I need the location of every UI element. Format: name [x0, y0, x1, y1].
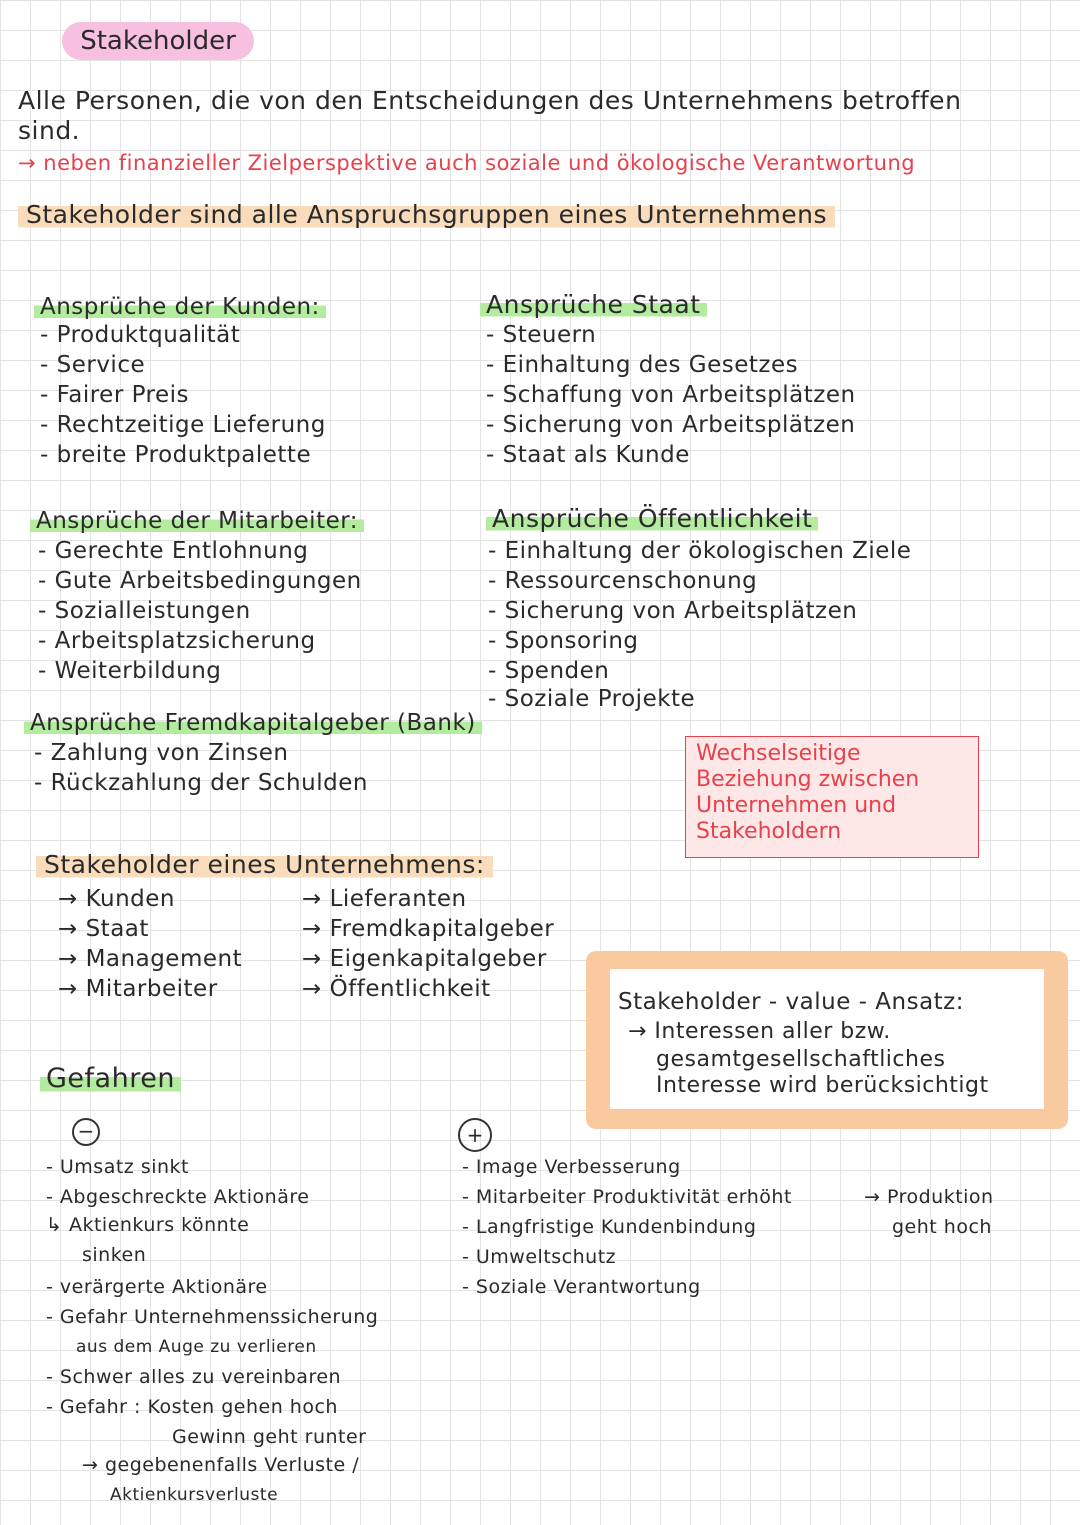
list-item: - Gefahr : Kosten gehen hoch — [46, 1396, 338, 1418]
intro-line-2: sind. — [18, 116, 81, 145]
list-item: - Sicherung von Arbeitsplätzen — [486, 412, 856, 438]
intro-note: → neben finanzieller Zielperspektive auch soziale und ökologische Verantwortung — [18, 151, 916, 175]
list-item: - Gute Arbeitsbedingungen — [38, 568, 362, 594]
list-item: - Rechtzeitige Lieferung — [40, 412, 326, 438]
wechselbeziehung-box — [685, 736, 979, 858]
list-item: - Schwer alles zu vereinbaren — [46, 1366, 342, 1388]
list-item: → Lieferanten — [302, 886, 467, 912]
box-line: Beziehung zwischen — [696, 767, 920, 792]
list-item: → Mitarbeiter — [58, 976, 218, 1002]
value-ansatz-line: → Interessen aller bzw. — [628, 1019, 891, 1044]
box-line: Stakeholdern — [696, 819, 842, 844]
list-item: → gegebenenfalls Verluste / — [82, 1454, 360, 1476]
list-item: Gewinn geht runter — [172, 1426, 367, 1448]
list-item: - Umsatz sinkt — [46, 1156, 189, 1178]
list-item: - Produktqualität — [40, 322, 241, 348]
list-item: - Abgeschreckte Aktionäre — [46, 1186, 310, 1208]
list-item: - Sozialleistungen — [38, 598, 251, 624]
minus-icon: − — [72, 1118, 100, 1146]
list-item: - Staat als Kunde — [486, 442, 690, 468]
list-item: - Steuern — [486, 322, 597, 348]
list-item: → Fremdkapitalgeber — [302, 916, 555, 942]
list-item: - Gerechte Entlohnung — [38, 538, 309, 564]
list-item: - Service — [40, 352, 146, 378]
list-item: sinken — [82, 1244, 147, 1266]
list-item: → Eigenkapitalgeber — [302, 946, 547, 972]
list-item: - Ressourcenschonung — [488, 568, 758, 594]
produktion-note: → Produktion — [864, 1186, 994, 1208]
list-item: - Fairer Preis — [40, 382, 190, 408]
list-item: - Soziale Projekte — [488, 686, 696, 712]
list-item: - Sponsoring — [488, 628, 639, 654]
produktion-note: geht hoch — [892, 1216, 992, 1238]
box-line: Unternehmen und — [696, 793, 897, 818]
fremdkapital-heading: Ansprüche Fremdkapitalgeber (Bank) — [24, 708, 482, 738]
list-item: - Einhaltung des Gesetzes — [486, 352, 799, 378]
intro-highlight-text: Stakeholder sind alle Anspruchsgruppen eines Unternehmens — [18, 200, 835, 229]
list-item: → Management — [58, 946, 243, 972]
list-item: - Weiterbildung — [38, 658, 222, 684]
box-line: Wechselseitige — [696, 741, 861, 766]
list-item: - Langfristige Kundenbindung — [462, 1216, 757, 1238]
plus-icon: + — [458, 1118, 492, 1152]
list-item: → Staat — [58, 916, 149, 942]
value-ansatz-line: gesamtgesellschaftliches — [656, 1047, 946, 1072]
list-item: - Schaffung von Arbeitsplätzen — [486, 382, 856, 408]
value-ansatz-title: Stakeholder - value - Ansatz: — [618, 989, 965, 1015]
list-item: - Soziale Verantwortung — [462, 1276, 701, 1298]
list-item: - Rückzahlung der Schulden — [34, 770, 368, 796]
list-item: Aktienkursverluste — [110, 1485, 279, 1505]
list-item: - Mitarbeiter Produktivität erhöht — [462, 1186, 792, 1208]
list-item: - verärgerte Aktionäre — [46, 1276, 268, 1298]
list-item: - Gefahr Unternehmenssicherung — [46, 1306, 379, 1328]
list-item: - Sicherung von Arbeitsplätzen — [488, 598, 858, 624]
list-item: - Zahlung von Zinsen — [34, 740, 289, 766]
stakeholder-list-heading: Stakeholder eines Unternehmens: — [36, 850, 493, 880]
list-item: → Kunden — [58, 886, 176, 912]
list-item: - Spenden — [488, 658, 610, 684]
value-ansatz-box — [586, 951, 1068, 1129]
gefahren-heading: Gefahren — [40, 1064, 181, 1094]
list-item: aus dem Auge zu verlieren — [76, 1337, 317, 1357]
list-item: ↳ Aktienkurs könnte — [46, 1214, 250, 1236]
intro-highlight — [18, 200, 835, 230]
list-item: - Umweltschutz — [462, 1246, 617, 1268]
value-ansatz-line: Interesse wird berücksichtigt — [656, 1073, 989, 1098]
list-item: - Arbeitsplatzsicherung — [38, 628, 316, 654]
staat-heading: Ansprüche Staat — [480, 290, 707, 320]
kunden-heading: Ansprüche der Kunden: — [34, 292, 326, 322]
intro-line-1: Alle Personen, die von den Entscheidungen des Unternehmens betroffen — [18, 86, 962, 115]
list-item: - breite Produktpalette — [40, 442, 312, 468]
list-item: → Öffentlichkeit — [302, 976, 491, 1002]
oeffentlichkeit-heading: Ansprüche Öffentlichkeit — [486, 504, 818, 534]
list-item: - Einhaltung der ökologischen Ziele — [488, 538, 912, 564]
mitarbeiter-heading: Ansprüche der Mitarbeiter: — [30, 506, 364, 536]
list-item: - Image Verbesserung — [462, 1156, 681, 1178]
value-ansatz-inner — [610, 969, 1044, 1109]
page-title: Stakeholder — [62, 22, 254, 60]
